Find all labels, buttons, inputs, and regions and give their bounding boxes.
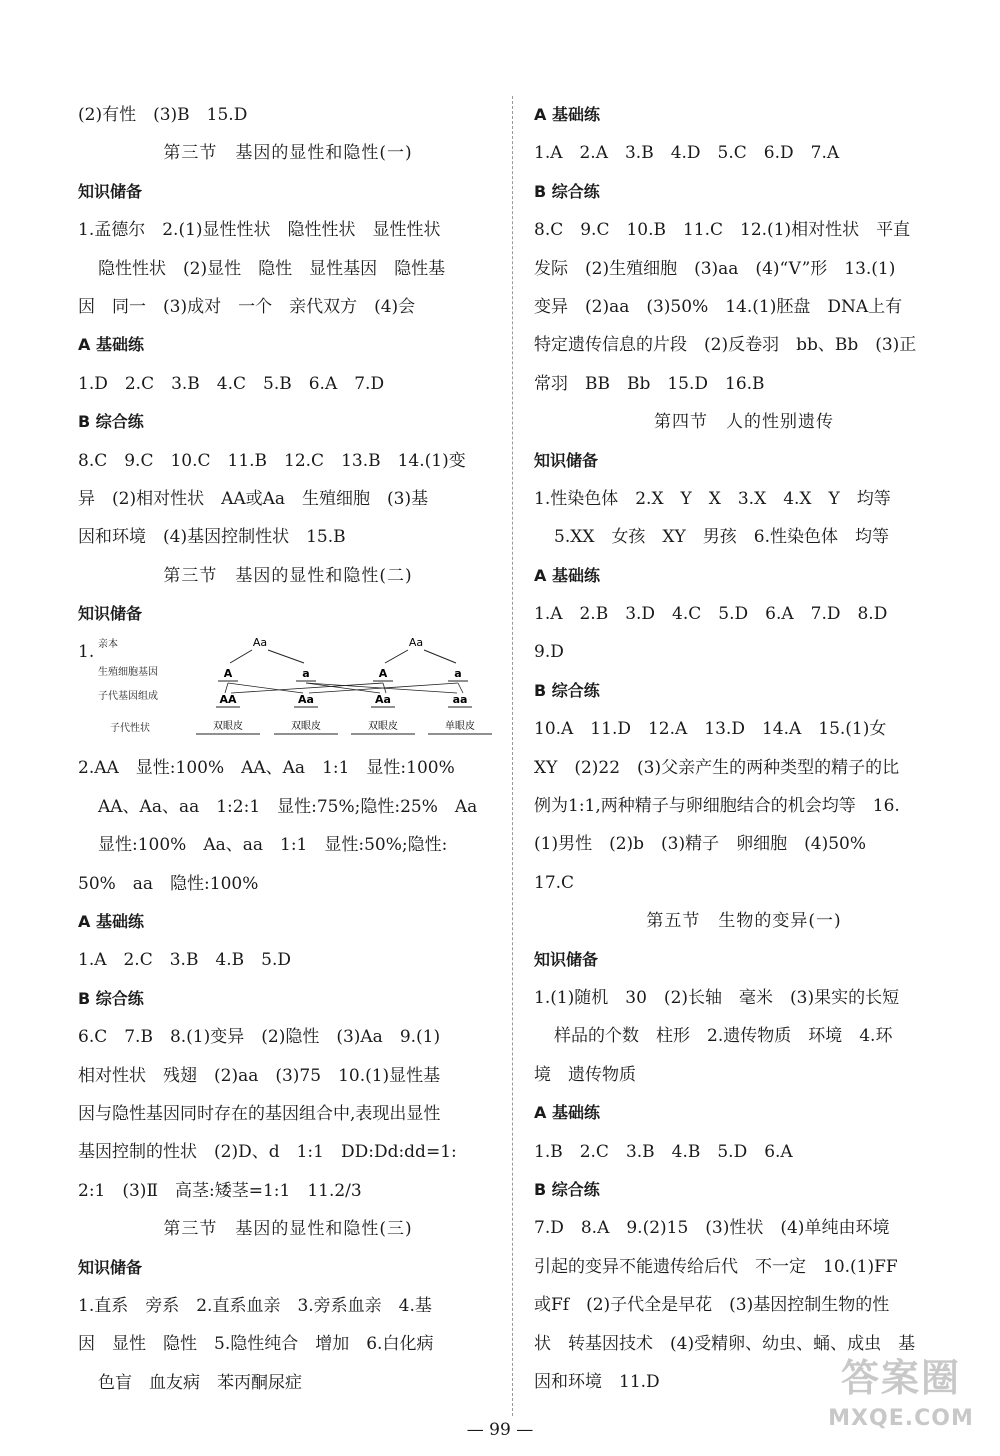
subsection-label: B 综合练 [534,680,600,700]
answer-line: 显性:100% Aa、aa 1:1 显性:50%;隐性: [98,835,448,856]
answer-line: 色盲 血友病 苯丙酮尿症 [98,1372,302,1393]
offspring-trait: 双眼皮 [291,721,321,733]
section-heading: 第三节 基因的显性和隐性(一) [163,143,413,164]
offspring-genotype: Aa [298,693,314,707]
gamete-allele: a [302,667,310,681]
gamete-allele: A [223,667,233,681]
answer-line: 7.D 8.A 9.(2)15 (3)性状 (4)单纯由环境 [534,1218,890,1239]
subsection-label: B 综合练 [534,181,600,201]
answer-line: 因 同一 (3)成对 一个 亲代双方 (4)会 [78,296,416,317]
subsection-label: B 综合练 [78,988,144,1008]
answer-line: 1.A 2.A 3.B 4.D 5.C 6.D 7.A [534,143,840,164]
answer-line: 1.A 2.B 3.D 4.C 5.D 6.A 7.D 8.D [534,604,888,625]
answer-line: 或Ff (2)子代全是早花 (3)基因控制生物的性 [534,1295,890,1316]
answer-line: 发际 (2)生殖细胞 (3)aa (4)“V”形 13.(1) [534,258,896,279]
subsection-label: A 基础练 [534,105,600,124]
answer-line: (2)有性 (3)B 15.D [78,105,248,125]
subsection-label: 知识储备 [78,181,143,201]
offspring-genotype: AA [219,693,237,707]
answer-line: 变异 (2)aa (3)50% 14.(1)胚盘 DNA上有 [534,296,903,317]
section-heading: 第四节 人的性别遗传 [654,412,834,433]
cross-line [458,683,463,693]
row-label: 生殖细胞基因 [98,667,158,679]
answer-line: 1.直系 旁系 2.直系血亲 3.旁系血亲 4.基 [78,1295,432,1316]
watermark-logo [816,1350,986,1450]
subsection-label: 知识储备 [534,450,599,470]
subsection-label: 知识储备 [78,1257,143,1277]
answer-line: 隐性性状 (2)显性 隐性 显性基因 隐性基 [98,258,446,279]
answer-line: 17.C [534,872,575,893]
answer-line: 1.性染色体 2.X Y X 3.X 4.X Y 均等 [534,488,891,509]
answer-line: 境 遗传物质 [534,1064,636,1085]
subsection-label: B 综合练 [534,1179,600,1199]
answer-line: AA、Aa、aa 1:2:1 显性:75%;隐性:25% Aa [98,796,478,817]
offspring-trait: 双眼皮 [368,721,398,733]
answer-line: 状 转基因技术 (4)受精卵、幼虫、蛹、成虫 基 [534,1333,916,1354]
subsection-label: B 综合练 [78,412,144,432]
subsection-label: A 基础练 [78,912,144,932]
subsection-label: A 基础练 [78,335,144,355]
offspring-trait: 双眼皮 [213,721,243,733]
answer-line: 1.A 2.C 3.B 4.B 5.D [78,950,291,971]
row-label: 亲本 [98,639,118,651]
answer-line: 基因控制的性状 (2)D、d 1:1 DD:Dd:dd=1: [78,1142,457,1163]
section-heading: 第三节 基因的显性和隐性(二) [163,565,413,586]
section-heading: 第五节 生物的变异(一) [646,911,842,932]
answer-line: 9.D [534,642,564,663]
parent-branch-line [424,650,456,663]
parent-genotype: Aa [252,636,268,650]
cross-line [225,683,228,693]
answer-line: 6.C 7.B 8.(1)变异 (2)隐性 (3)Aa 9.(1) [78,1027,441,1048]
section-heading: 第三节 基因的显性和隐性(三) [163,1219,413,1240]
page-number: — 99 — [466,1420,534,1440]
answer-line: 样品的个数 柱形 2.遗传物质 环境 4.环 [554,1026,893,1047]
subsection-label: 知识储备 [534,949,599,969]
answer-line: XY (2)22 (3)父亲产生的两种类型的精子的比 [534,757,900,778]
row-label: 子代性状 [110,723,150,735]
answer-line: 2.AA 显性:100% AA、Aa 1:1 显性:100% [78,758,455,779]
answer-line: 例为1:1,两种精子与卵细胞结合的机会均等 16. [534,796,900,817]
answer-line: (1)男性 (2)b (3)精子 卵细胞 (4)50% [534,834,866,855]
watermark-bottom: MXQE.COM [828,1406,974,1431]
genetic-cross-figure [78,633,498,749]
subsection-label: A 基础练 [534,1103,600,1123]
answer-line: 常羽 BB Bb 15.D 16.B [534,373,765,394]
answer-line: 1.D 2.C 3.B 4.C 5.B 6.A 7.D [78,373,385,394]
gamete-allele: A [378,667,388,681]
answer-line: 8.C 9.C 10.C 11.B 12.C 13.B 14.(1)变 [78,450,466,471]
offspring-trait: 单眼皮 [445,721,475,733]
answer-line: 相对性状 残翅 (2)aa (3)75 10.(1)显性基 [78,1065,441,1086]
answer-line: 因和环境 11.D [534,1371,660,1392]
answer-line: 因和环境 (4)基因控制性状 15.B [78,527,346,548]
gamete-allele: a [454,667,462,681]
right-column [534,96,954,1401]
answer-line: 因与隐性基因同时存在的基因组合中,表现出显性 [78,1103,441,1124]
watermark-top: 答案圈 [840,1356,961,1400]
parent-branch-line [385,650,408,663]
answer-line: 1.孟德尔 2.(1)显性性状 隐性性状 显性性状 [78,220,441,241]
answer-line: 异 (2)相对性状 AA或Aa 生殖细胞 (3)基 [78,488,429,509]
answer-line: 引起的变异不能遗传给后代 不一定 10.(1)FF [534,1256,898,1277]
answer-line: 特定遗传信息的片段 (2)反卷羽 bb、Bb (3)正 [534,335,917,356]
figure-number: 1. [78,642,95,663]
answer-line: 8.C 9.C 10.B 11.C 12.(1)相对性状 平直 [534,220,911,241]
answer-line: 因 显性 隐性 5.隐性纯合 增加 6.白化病 [78,1334,434,1355]
cross-line [228,683,303,693]
answer-line: 50% aa 隐性:100% [78,873,259,894]
answer-line: 1.B 2.C 3.B 4.B 5.D 6.A [534,1141,793,1162]
offspring-genotype: Aa [375,693,391,707]
answer-line: 1.(1)随机 30 (2)长轴 毫米 (3)果实的长短 [534,987,900,1008]
offspring-genotype: aa [452,693,468,707]
left-column [78,96,498,1402]
cross-line [306,683,380,693]
parent-branch-line [268,650,304,663]
answer-line: 5.XX 女孩 XY 男孩 6.性染色体 均等 [554,527,889,548]
parent-branch-line [230,650,252,663]
cross-line [231,683,383,693]
answer-line: 10.A 11.D 12.A 13.D 14.A 15.(1)女 [534,719,887,740]
cross-diagram-svg [98,633,498,745]
parent-genotype: Aa [408,636,424,650]
answer-line: 2:1 (3)Ⅱ 高茎:矮茎=1:1 11.2/3 [78,1180,362,1201]
subsection-label: 知识储备 [78,604,143,624]
row-label: 子代基因组成 [98,691,158,703]
subsection-label: A 基础练 [534,565,600,585]
column-divider [512,96,513,1416]
